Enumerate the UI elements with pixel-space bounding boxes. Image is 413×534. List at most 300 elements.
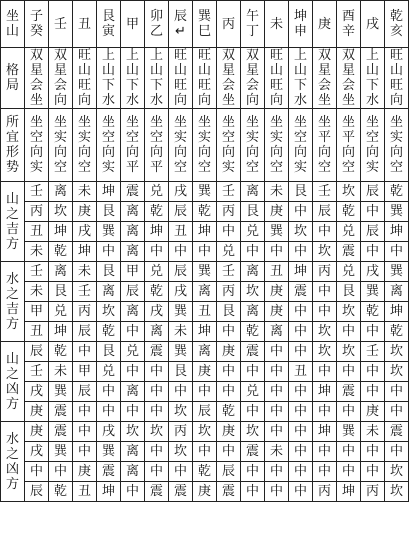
geju-cell <box>25 48 49 109</box>
cell-char: 坐 <box>53 115 67 130</box>
section-cell: 中 <box>73 442 97 462</box>
section-cell: 巽 <box>385 262 409 282</box>
cell-char: 凶 <box>5 461 19 477</box>
section-cell: 未 <box>25 282 49 302</box>
section-cell: 坎 <box>385 362 409 382</box>
section-cell: 坎 <box>337 302 361 322</box>
section-cell: 艮 <box>97 342 121 362</box>
section-cell: 坤 <box>337 482 361 502</box>
section-cell: 坤 <box>145 222 169 242</box>
section-cell: 中 <box>361 442 385 462</box>
section-cell: 震 <box>121 182 145 202</box>
section-cell: 震 <box>337 382 361 402</box>
section-cell: 中 <box>193 242 217 262</box>
cell-char: 向 <box>269 93 283 108</box>
cell-char: 局 <box>5 78 19 93</box>
cell-char: 双 <box>53 48 67 63</box>
section-cell: 中 <box>97 402 121 422</box>
cell-char: 之 <box>5 206 19 222</box>
cell-char: 戌 <box>365 16 379 32</box>
section-cell: 未 <box>361 422 385 442</box>
cell-char: 山 <box>5 191 19 207</box>
cell-char: 平 <box>341 130 355 145</box>
section-cell: 丑 <box>73 482 97 502</box>
cell-char: 空 <box>173 160 187 175</box>
section-cell: 中 <box>169 462 193 482</box>
header-cell <box>25 1 49 48</box>
geju-row <box>1 48 409 109</box>
section-cell: 巽 <box>49 442 73 462</box>
cell-char: 向 <box>365 145 379 160</box>
section-cell: 兑 <box>217 242 241 262</box>
section-cell: 中 <box>217 322 241 342</box>
header-cell <box>289 1 313 48</box>
cell-char: 星 <box>341 63 355 78</box>
cell-char: 酉 <box>341 9 355 24</box>
section-cell: 中 <box>361 362 385 382</box>
section-cell: 中 <box>265 242 289 262</box>
geju-cell <box>49 48 73 109</box>
section-cell: 丑 <box>193 302 217 322</box>
cell-char: 丑 <box>77 16 91 32</box>
section-cell: 中 <box>313 442 337 462</box>
section-cell: 中 <box>169 242 193 262</box>
cell-char: 乾 <box>389 9 403 24</box>
cell-char: 实 <box>221 160 235 175</box>
cell-char: 向 <box>77 93 91 108</box>
cell-char: 吉 <box>5 301 19 317</box>
section-cell: 坎 <box>313 342 337 362</box>
section-cell: 丙 <box>313 482 337 502</box>
section-cell: 坤 <box>313 382 337 402</box>
cell-char: 方 <box>5 396 19 412</box>
cell-char: 空 <box>245 160 259 175</box>
section-cell: 兑 <box>121 342 145 362</box>
section-cell: 坤 <box>97 482 121 502</box>
section-cell: 中 <box>265 422 289 442</box>
cell-char: 坐 <box>221 93 235 108</box>
header-cell <box>193 1 217 48</box>
section-cell: 中 <box>337 322 361 342</box>
section-cell: 中 <box>145 242 169 262</box>
cell-char: 向 <box>197 145 211 160</box>
section-cell: 离 <box>121 442 145 462</box>
geju-cell <box>265 48 289 109</box>
cell-char: 空 <box>293 130 307 145</box>
section-cell: 坎 <box>193 422 217 442</box>
section-cell: 离 <box>241 182 265 202</box>
section-cell: 丙 <box>313 262 337 282</box>
section-cell: 坎 <box>385 462 409 482</box>
section-cell: 离 <box>121 242 145 262</box>
section-cell: 中 <box>265 402 289 422</box>
geju-cell <box>217 48 241 109</box>
section-cell: 坎 <box>49 202 73 222</box>
section-cell: 中 <box>385 382 409 402</box>
section-row <box>1 462 409 482</box>
header-label <box>1 1 25 48</box>
section-cell: 中 <box>313 282 337 302</box>
geju-label <box>1 48 25 109</box>
cell-char: 向 <box>173 93 187 108</box>
xingshi-cell <box>169 109 193 182</box>
section-cell: 中 <box>97 242 121 262</box>
section-cell: 中 <box>337 362 361 382</box>
cell-char: 实 <box>293 160 307 175</box>
section-cell: 离 <box>49 182 73 202</box>
cell-char: 向 <box>221 145 235 160</box>
section-cell: 辰 <box>73 322 97 342</box>
section-cell: 坎 <box>385 342 409 362</box>
header-row <box>1 1 409 48</box>
section-cell: 中 <box>73 402 97 422</box>
header-cell <box>217 1 241 48</box>
xingshi-cell <box>337 109 361 182</box>
cell-char: 形 <box>5 145 19 160</box>
cell-char: 向 <box>29 145 43 160</box>
section-cell: 离 <box>121 382 145 402</box>
cell-char: 空 <box>77 160 91 175</box>
section-cell: 未 <box>169 322 193 342</box>
cell-char: 空 <box>221 130 235 145</box>
section-cell: 壬 <box>217 262 241 282</box>
cell-char: 山 <box>101 63 115 78</box>
cell-char: 坐 <box>293 115 307 130</box>
cell-char: 寅 <box>101 24 115 39</box>
section-cell: 震 <box>169 482 193 502</box>
xingshi-cell <box>289 109 313 182</box>
section-cell: 坤 <box>385 222 409 242</box>
section-cell: 乾 <box>49 242 73 262</box>
section-row <box>1 482 409 502</box>
section-row <box>1 182 409 202</box>
cell-char: 向 <box>245 145 259 160</box>
section-cell: 艮 <box>241 202 265 222</box>
section-cell: 辰 <box>217 462 241 482</box>
header-cell <box>97 1 121 48</box>
section-cell: 辰 <box>169 202 193 222</box>
cell-char: 坐 <box>101 115 115 130</box>
section-cell: 壬 <box>25 362 49 382</box>
section-cell: 戌 <box>97 422 121 442</box>
section-cell: 辰 <box>361 222 385 242</box>
header-cell <box>241 1 265 48</box>
section-cell: 震 <box>337 242 361 262</box>
section-cell: 中 <box>361 382 385 402</box>
section-cell: 中 <box>361 202 385 222</box>
cell-char: 艮 <box>101 9 115 24</box>
geju-cell <box>337 48 361 109</box>
section-cell: 离 <box>241 302 265 322</box>
header-cell <box>49 1 73 48</box>
section-cell: 坤 <box>73 242 97 262</box>
section-cell: 坤 <box>193 222 217 242</box>
cell-char: 水 <box>101 93 115 108</box>
cell-char: 星 <box>29 63 43 78</box>
section-cell: 兑 <box>145 182 169 202</box>
section-cell: 中 <box>121 402 145 422</box>
cell-char: 空 <box>53 160 67 175</box>
section-cell: 庚 <box>73 202 97 222</box>
section-cell: 中 <box>217 362 241 382</box>
section-cell: 中 <box>169 382 193 402</box>
section-cell: 中 <box>265 462 289 482</box>
cell-char: 凶 <box>5 381 19 397</box>
cell-char: 空 <box>125 130 139 145</box>
section-cell: 兑 <box>337 262 361 282</box>
section-cell: 震 <box>49 402 73 422</box>
header-cell <box>385 1 409 48</box>
section-cell: 中 <box>385 242 409 262</box>
section-cell: 庚 <box>265 202 289 222</box>
section-row <box>1 302 409 322</box>
section-cell: 中 <box>337 462 361 482</box>
cell-char: 上 <box>293 48 307 63</box>
cell-char: 山 <box>197 63 211 78</box>
cell-char: 向 <box>53 145 67 160</box>
cell-char: 癸 <box>29 24 43 39</box>
cell-char: 向 <box>293 145 307 160</box>
section-cell: 中 <box>145 382 169 402</box>
cell-char: 上 <box>365 48 379 63</box>
cell-char: 山 <box>5 351 19 367</box>
section-cell: 戌 <box>25 442 49 462</box>
section-cell: 巽 <box>385 202 409 222</box>
section-cell: 中 <box>49 462 73 482</box>
cell-char: 山 <box>5 24 19 39</box>
xingshi-cell <box>145 109 169 182</box>
section-cell: 中 <box>217 382 241 402</box>
cell-char: 山 <box>125 63 139 78</box>
section-cell: 坤 <box>385 302 409 322</box>
section-cell: 中 <box>121 482 145 502</box>
cell-char: 坐 <box>77 115 91 130</box>
geju-cell <box>361 48 385 109</box>
cell-char: 宜 <box>5 130 19 145</box>
section-cell: 乾 <box>145 202 169 222</box>
geju-cell <box>169 48 193 109</box>
cell-char: 双 <box>341 48 355 63</box>
section-cell: 壬 <box>313 182 337 202</box>
cell-char: 山 <box>149 63 163 78</box>
cell-char: 之 <box>5 366 19 382</box>
section-cell: 坎 <box>169 402 193 422</box>
cell-char: 坐 <box>245 115 259 130</box>
section-cell: 艮 <box>97 202 121 222</box>
section-cell: 乾 <box>145 282 169 302</box>
cell-char: 会 <box>29 78 43 93</box>
section-cell: 丙 <box>361 482 385 502</box>
header-cell <box>169 1 193 48</box>
section-cell: 艮 <box>97 262 121 282</box>
section-cell: 中 <box>121 322 145 342</box>
section-cell: 中 <box>289 482 313 502</box>
section-cell: 丑 <box>169 222 193 242</box>
header-cell <box>121 1 145 48</box>
section-cell: 丑 <box>25 322 49 342</box>
section-cell: 中 <box>145 462 169 482</box>
section-cell: 庚 <box>217 342 241 362</box>
xingshi-row <box>1 109 409 182</box>
cell-char: 丙 <box>221 16 235 32</box>
cell-char: 向 <box>317 145 331 160</box>
cell-char: 会 <box>317 78 331 93</box>
cell-char: 向 <box>77 145 91 160</box>
section-cell: 庚 <box>193 362 217 382</box>
cell-char: 午 <box>245 9 259 24</box>
cell-char: 壬 <box>53 16 67 32</box>
cell-char: 坐 <box>173 115 187 130</box>
xingshi-cell <box>217 109 241 182</box>
cell-char: 坐 <box>341 93 355 108</box>
section-cell: 中 <box>289 422 313 442</box>
cell-char: 会 <box>53 78 67 93</box>
cell-char: 双 <box>245 48 259 63</box>
cell-char: 双 <box>221 48 235 63</box>
cell-char: 旺 <box>173 78 187 93</box>
section-cell: 离 <box>145 322 169 342</box>
section-cell: 戌 <box>361 262 385 282</box>
xingshi-cell <box>241 109 265 182</box>
section-cell: 未 <box>73 262 97 282</box>
section-cell: 辰 <box>169 262 193 282</box>
section-cell: 壬 <box>25 262 49 282</box>
section-cell: 坎 <box>121 422 145 442</box>
section-cell: 乾 <box>217 402 241 422</box>
cell-char: 坐 <box>125 115 139 130</box>
section-cell: 巽 <box>193 182 217 202</box>
section-cell: 中 <box>289 382 313 402</box>
cell-char: 水 <box>293 93 307 108</box>
cell-char: 星 <box>245 63 259 78</box>
cell-char: 向 <box>173 145 187 160</box>
cell-char: 坐 <box>29 93 43 108</box>
section-cell: 兑 <box>49 302 73 322</box>
cell-char: 实 <box>389 130 403 145</box>
cell-char: 吉 <box>5 221 19 237</box>
section-cell: 中 <box>289 322 313 342</box>
section-cell: 中 <box>385 442 409 462</box>
section-cell: 中 <box>313 402 337 422</box>
cell-char: 坐 <box>29 115 43 130</box>
section-cell: 乾 <box>337 202 361 222</box>
cell-char: 山 <box>389 63 403 78</box>
section-cell: 丑 <box>289 362 313 382</box>
cell-char: 庚 <box>317 16 331 32</box>
section-cell: 中 <box>265 362 289 382</box>
cell-char: 空 <box>317 160 331 175</box>
section-cell: 离 <box>121 222 145 242</box>
cell-char: 水 <box>5 271 19 287</box>
section-cell: 中 <box>241 242 265 262</box>
section-cell: 中 <box>289 402 313 422</box>
section-cell: 巽 <box>169 342 193 362</box>
section-cell: 坎 <box>289 222 313 242</box>
section-row <box>1 322 409 342</box>
section-row <box>1 282 409 302</box>
section-cell: 壬 <box>217 182 241 202</box>
xingshi-cell <box>313 109 337 182</box>
section-cell: 中 <box>121 362 145 382</box>
section-cell: 中 <box>289 302 313 322</box>
section-cell: 离 <box>385 282 409 302</box>
section-cell: 中 <box>217 442 241 462</box>
section-label <box>1 422 25 502</box>
cell-char: 实 <box>101 160 115 175</box>
cell-char: 旺 <box>173 48 187 63</box>
section-cell: 中 <box>313 462 337 482</box>
xingshi-cell <box>49 109 73 182</box>
section-cell: 戌 <box>145 302 169 322</box>
section-cell: 乾 <box>49 482 73 502</box>
section-row <box>1 442 409 462</box>
cell-char: 旺 <box>389 78 403 93</box>
cell-char: 之 <box>5 446 19 462</box>
section-cell: 离 <box>121 462 145 482</box>
section-cell: 丑 <box>25 222 49 242</box>
section-cell: 艮 <box>337 282 361 302</box>
section-cell: 中 <box>241 462 265 482</box>
cell-char: 旺 <box>77 48 91 63</box>
cell-char: 方 <box>5 236 19 252</box>
section-cell: 戌 <box>169 282 193 302</box>
cell-char: 星 <box>317 63 331 78</box>
cell-char: 辛 <box>341 24 355 39</box>
section-cell: 中 <box>361 322 385 342</box>
cell-char: 实 <box>269 130 283 145</box>
section-cell: 中 <box>193 442 217 462</box>
header-cell <box>361 1 385 48</box>
cell-char: 向 <box>245 93 259 108</box>
section-cell: 坎 <box>97 302 121 322</box>
section-cell: 乾 <box>385 322 409 342</box>
section-cell: 坤 <box>289 262 313 282</box>
geju-cell <box>97 48 121 109</box>
cell-char: 申 <box>293 24 307 39</box>
section-cell: 巽 <box>265 222 289 242</box>
section-row <box>1 202 409 222</box>
section-cell: 戌 <box>169 182 193 202</box>
section-cell: 戌 <box>73 222 97 242</box>
section-cell: 艮 <box>217 302 241 322</box>
cell-char: 旺 <box>197 78 211 93</box>
section-cell: 兑 <box>337 222 361 242</box>
xingshi-cell <box>97 109 121 182</box>
section-cell: 中 <box>145 442 169 462</box>
geju-cell <box>313 48 337 109</box>
cell-char: 实 <box>29 160 43 175</box>
cell-char: 向 <box>389 145 403 160</box>
cell-char: 乙 <box>149 24 163 39</box>
cell-char: 星 <box>53 63 67 78</box>
section-cell: 坤 <box>97 182 121 202</box>
section-cell: 中 <box>289 462 313 482</box>
cell-char: 空 <box>197 160 211 175</box>
geju-cell <box>241 48 265 109</box>
cell-char: 坐 <box>341 115 355 130</box>
cell-char: 空 <box>29 130 43 145</box>
section-cell: 震 <box>289 282 313 302</box>
cell-char: 坐 <box>317 93 331 108</box>
cell-char: 山 <box>173 63 187 78</box>
section-row <box>1 402 409 422</box>
section-cell: 震 <box>97 462 121 482</box>
section-cell: 甲 <box>25 302 49 322</box>
cell-char: 山 <box>269 63 283 78</box>
cell-char: 山 <box>293 63 307 78</box>
section-cell: 坎 <box>313 322 337 342</box>
section-cell: 乾 <box>241 322 265 342</box>
